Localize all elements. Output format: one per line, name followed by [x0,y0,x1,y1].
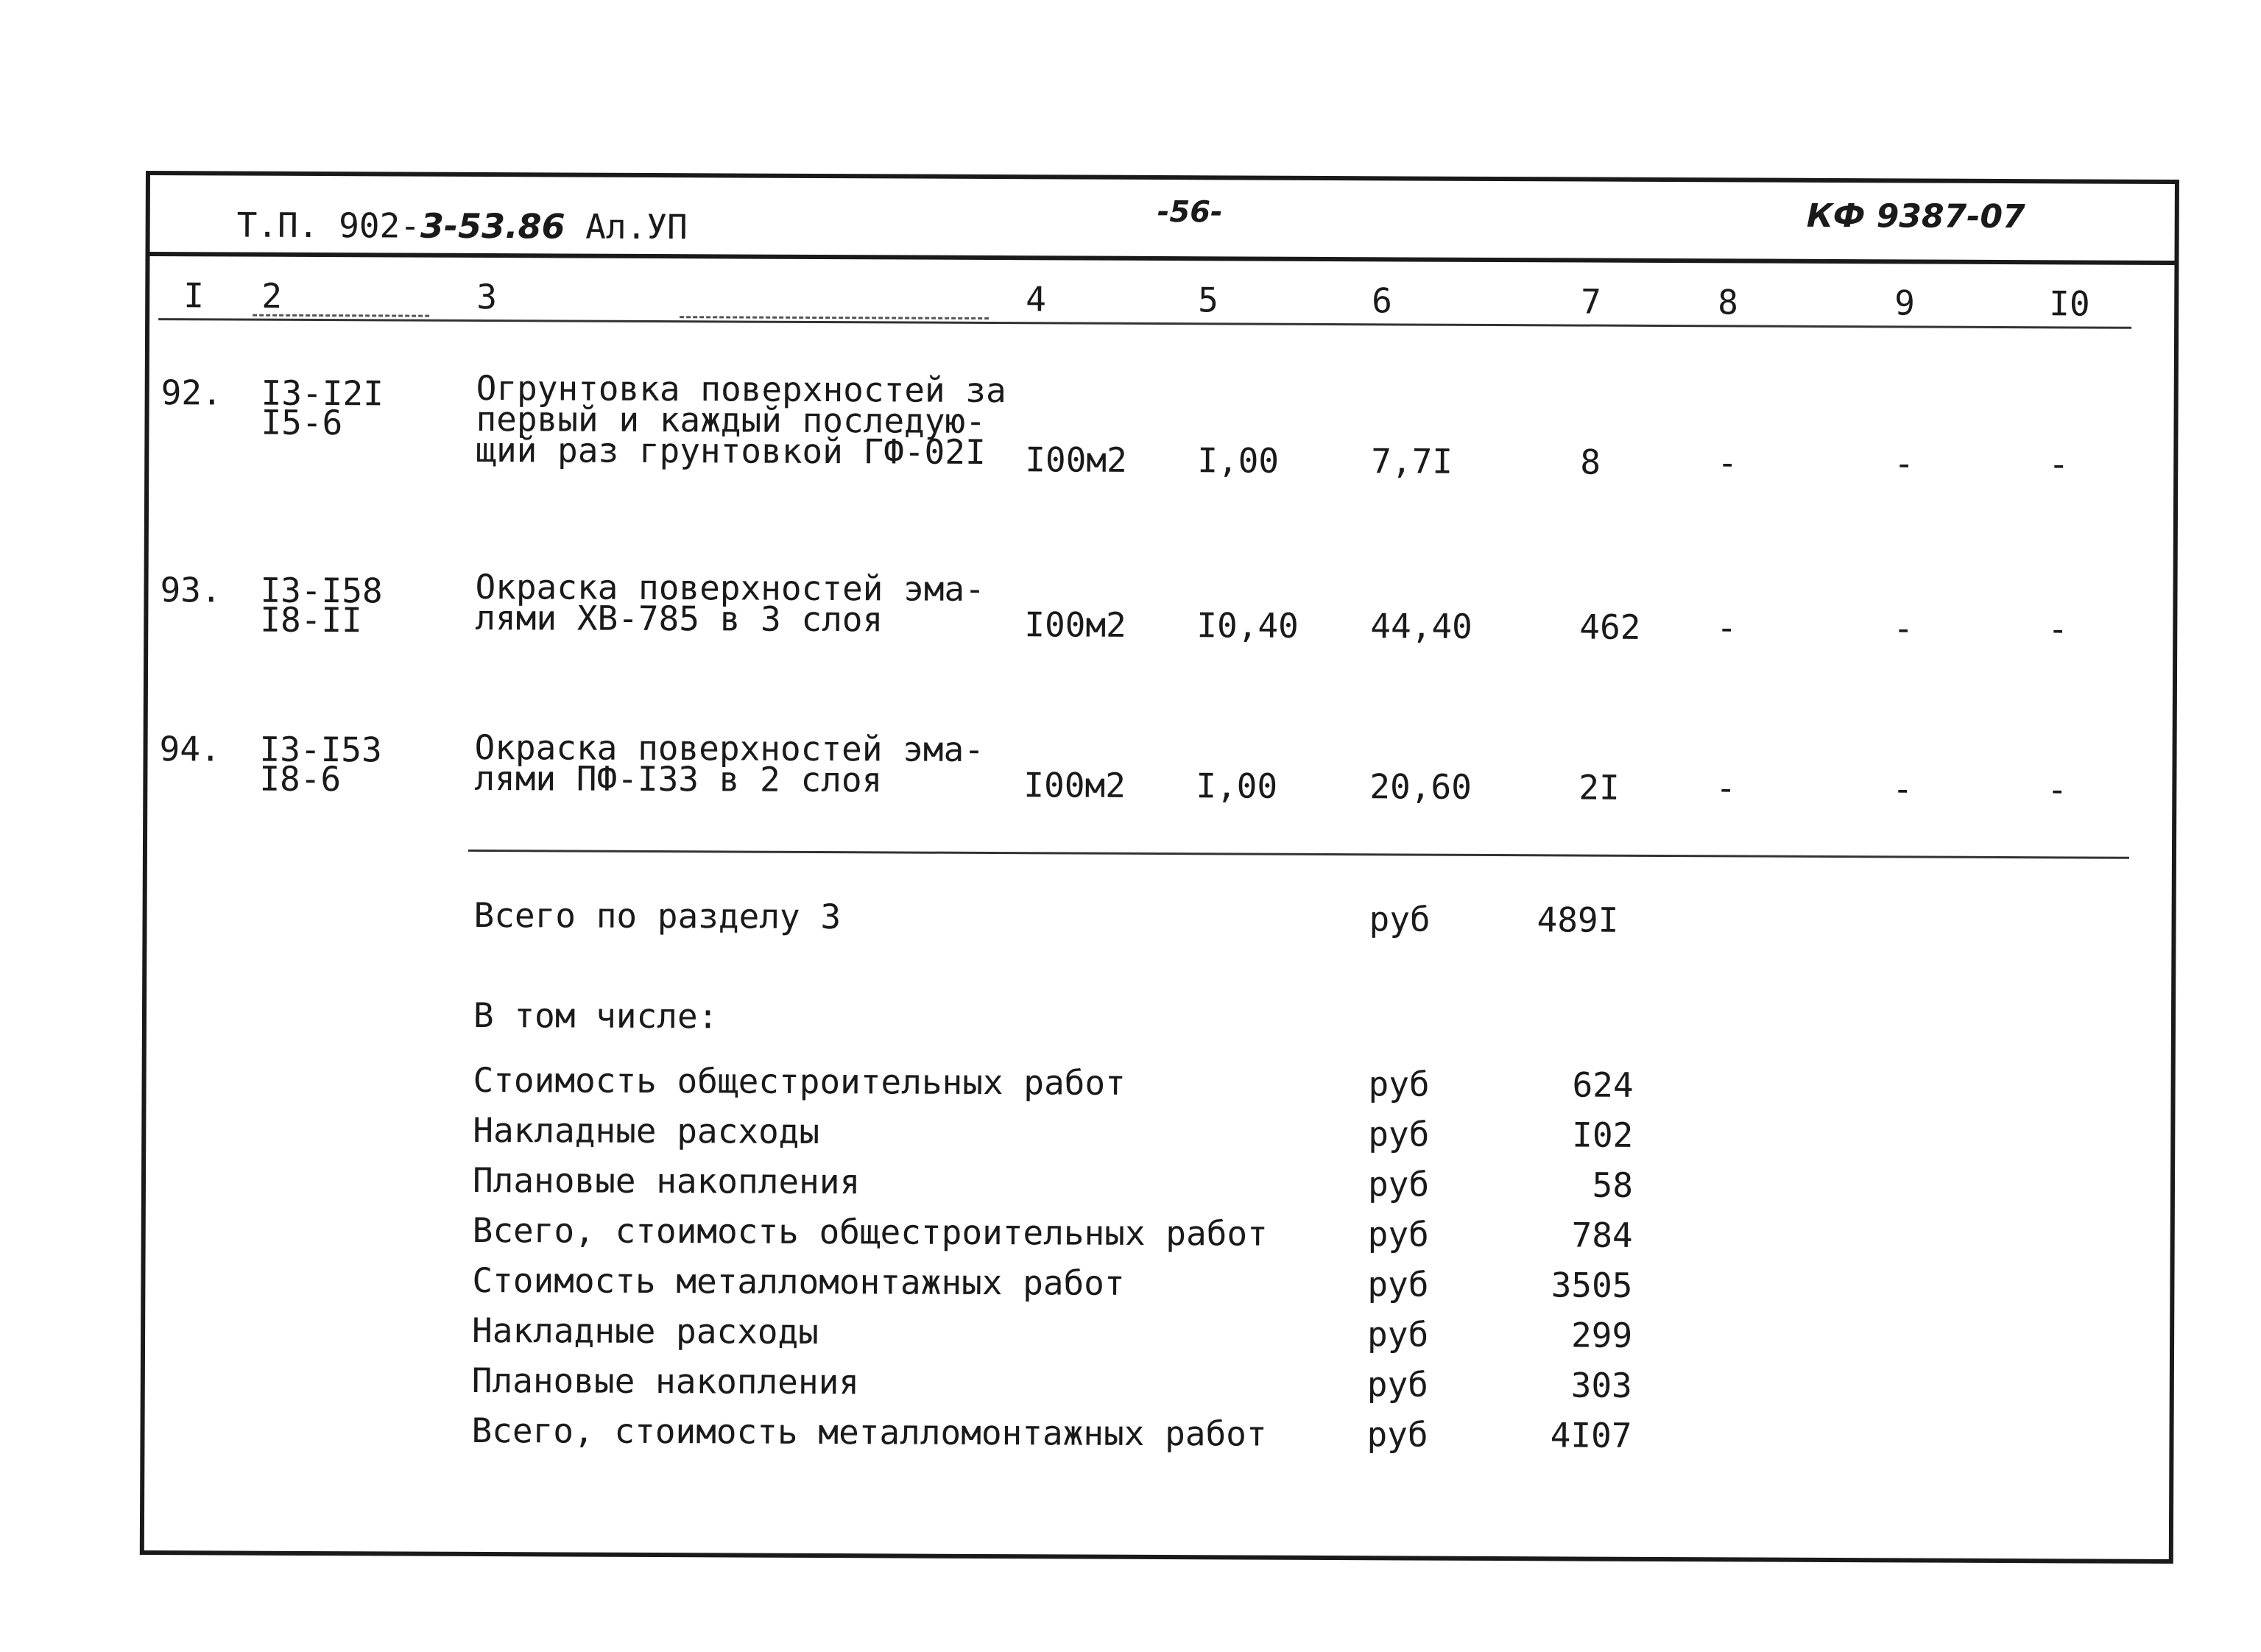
row-quantity: I,00 [1196,766,1278,806]
document-frame [140,171,2179,1564]
breakdown-value: I02 [1572,1115,1634,1155]
row-price: 44,40 [1370,606,1472,646]
row-description: Огрунтовка поверхностей за первый и каждый последую- щий раз грунтовкой ГФ-02I [476,367,1006,472]
row-description: Окраска поверхностей эма- лями ПФ-I33 в 2 слоя [474,727,985,800]
breakdown-unit: руб [1368,1114,1430,1154]
column-number: 7 [1581,281,1602,322]
row-col10: - [2047,769,2068,810]
breakdown-unit: руб [1367,1214,1429,1254]
header-divider [149,252,2174,265]
column-number: 5 [1198,280,1219,320]
breakdown-label: Всего, стоимость металломонтажных работ [471,1410,1267,1454]
row-quantity: I,00 [1197,440,1280,481]
row-description: Окраска поверхностей эма- лями ХВ-785 в 3 слоя [475,566,986,640]
row-col10: - [2048,444,2070,484]
including-label: В том числе: [473,995,719,1037]
row-price: 20,60 [1369,766,1472,807]
row-col8: - [1716,607,1738,648]
doc-handwritten-number: 3-53.86 [420,205,565,247]
breakdown-value: 3505 [1551,1265,1633,1305]
row-quantity: I0,40 [1196,605,1299,646]
column-number: 9 [1894,283,1916,323]
section-total-label: Всего по разделу 3 [473,894,842,937]
row-total: 2I [1579,767,1620,808]
column-number: I0 [2049,283,2090,324]
section-total-unit: руб [1369,899,1431,939]
doc-prefix: Т.П. 902- [236,205,421,246]
row-code-secondary: I5-6 [261,402,343,443]
breakdown-label: Плановые накопления [471,1360,860,1402]
breakdown-value: 58 [1592,1165,1634,1205]
breakdown-unit: руб [1367,1264,1429,1305]
column-number: 4 [1026,279,1047,320]
row-col9: - [1894,443,1915,484]
row-number: 93. [160,570,222,610]
breakdown-value: 624 [1572,1065,1634,1105]
row-unit: I00м2 [1024,604,1126,645]
breakdown-label: Стоимость общестроительных работ [473,1059,1126,1103]
row-total: 8 [1580,442,1601,482]
page-number: -56- [1157,194,1223,230]
column-header-dash [680,316,989,320]
row-number: 92. [161,373,222,413]
row-number: 94. [159,729,221,769]
row-col8: - [1715,768,1737,808]
document-code: КФ 9387-07 [1806,197,2025,236]
breakdown-label: Накладные расходы [472,1310,819,1352]
column-header-rule [158,318,2131,329]
row-code-primary: I3-I58 [260,570,383,611]
breakdown-unit: руб [1366,1364,1429,1405]
breakdown-unit: руб [1368,1064,1430,1104]
row-unit: I00м2 [1023,765,1126,805]
breakdown-value: 303 [1570,1365,1632,1405]
breakdown-unit: руб [1367,1164,1430,1204]
row-unit: I00м2 [1025,440,1127,480]
row-code-primary: I3-I53 [259,729,382,770]
column-header-dash [253,314,429,317]
section-total-value: 489I [1537,900,1619,940]
row-col9: - [1892,769,1913,809]
row-price: 7,7I [1371,441,1453,481]
column-number: 2 [261,275,283,316]
breakdown-label: Всего, стоимость общестроительных работ [472,1210,1268,1254]
column-number: 3 [476,276,498,317]
section-total-rule [468,850,2129,859]
breakdown-unit: руб [1367,1314,1429,1355]
breakdown-label: Плановые накопления [472,1159,861,1202]
breakdown-value: 299 [1570,1315,1633,1355]
column-number: 6 [1372,280,1393,321]
breakdown-value: 784 [1571,1215,1633,1255]
breakdown-label: Стоимость металломонтажных работ [472,1260,1125,1303]
breakdown-unit: руб [1366,1414,1428,1455]
doc-reference [236,205,688,247]
row-col8: - [1717,442,1738,483]
row-code-primary: I3-I2I [261,373,384,414]
row-code-secondary: I8-II [260,599,362,640]
breakdown-label: Накладные расходы [473,1109,820,1152]
row-code-secondary: I8-6 [259,758,342,799]
column-number: I [183,275,205,316]
row-col9: - [1893,608,1914,649]
breakdown-value: 4I07 [1550,1415,1632,1455]
doc-suffix: Ал.УП [585,206,688,247]
row-total: 462 [1579,607,1641,647]
column-number: 8 [1718,282,1739,322]
row-col10: - [2047,609,2069,649]
